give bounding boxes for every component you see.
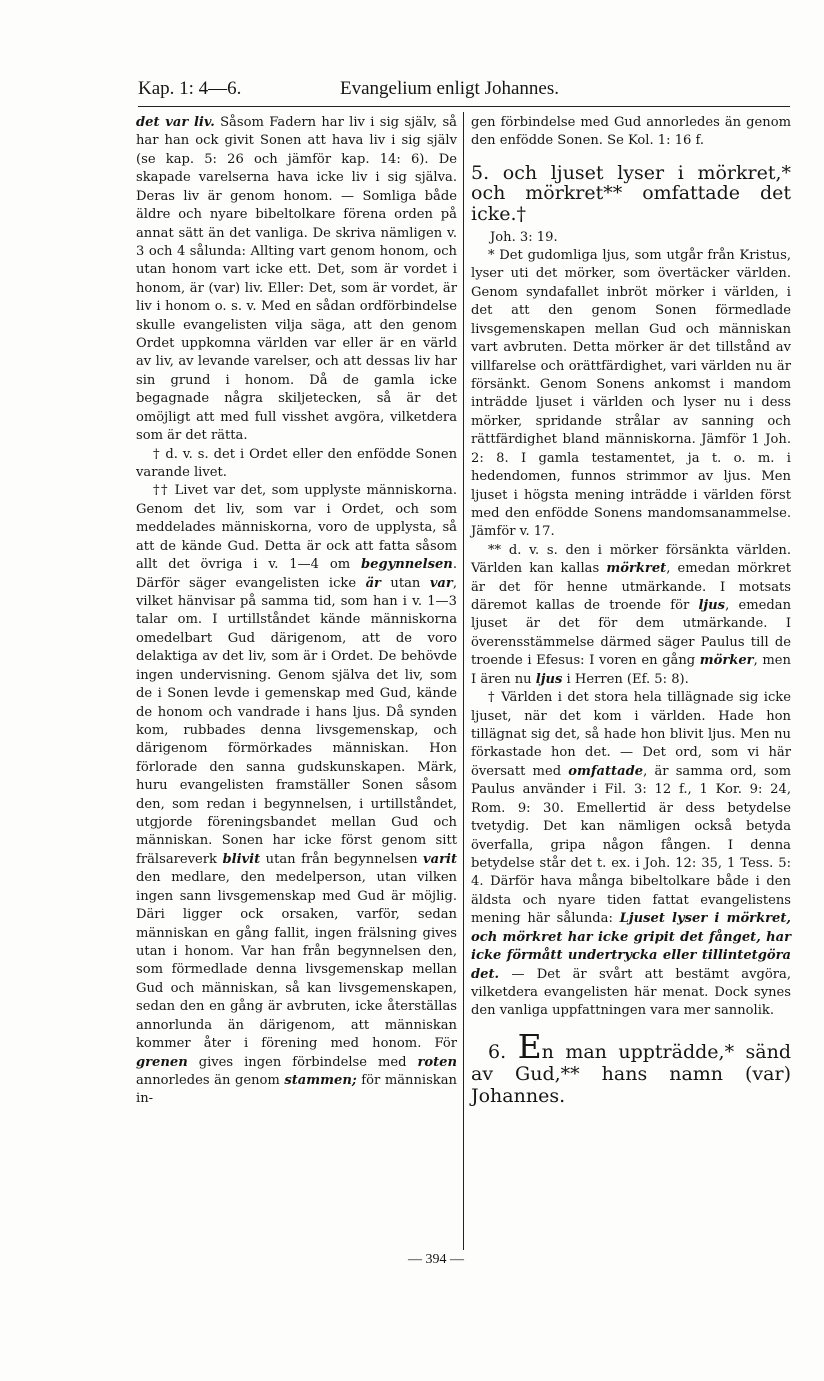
- column-divider: [463, 112, 464, 1250]
- verse-5-reference: Joh. 3: 19.: [490, 229, 558, 245]
- dagger-note: † d. v. s. det i Ordet eller den enfödde Sonen varande livet.: [136, 446, 457, 481]
- book-title: Evangelium enligt Johannes.: [340, 78, 559, 99]
- star-note: * Det gudomliga ljus, som utgår från Kristus, lyser uti det mörker, som övertäcker världen. Genom syndafallet inbröt mörker i världen, i det att den genom Sonen förmedlade livsgemenskapen mellan Gud och människan vart avbruten. Detta mörker är det tillstånd av villfarelse och orättfärdighet, vari världen nu är försänkt. Genom Sonens ankomst i mandom inträdde ljuset i världen och lyser nu i dess mörker, spridande strålar av sanning och rättfärdighet bland människorna. Jämför 1 Joh. 2: 8. I gamla testamentet, ja t. o. m. i hedendomen, funnos strimmor av ljus. Men ljuset i högsta mening inträdde i världen först med den enfödde Sonens mandomsanammelse. Jämför v. 17.: [471, 248, 791, 540]
- page-number: — 394 —: [408, 1252, 464, 1267]
- verse-6: [471, 1026, 791, 1107]
- right-column: [471, 114, 791, 1107]
- verse-5: 5. och ljuset lyser i mörkret,* och mörkret** omfattade det icke.†: [471, 161, 791, 226]
- left-column: [136, 114, 457, 1109]
- verse-6-number: 6.: [488, 1040, 507, 1063]
- verse-6-text: n man uppträdde,* sänd av Gud,** hans namn (var) Johannes.: [471, 1040, 791, 1107]
- chapter-reference: Kap. 1: 4—6.: [138, 78, 242, 99]
- dagger-note-right: † Världen i det stora hela tillägnade sig icke ljuset, när det kom i världen. Hade hon tillägnat sig det, så hade hon blivit ljus. Men nu förkastade hon det. — Det ord, som vi här översatt med omfattade, är samma ord, som Paulus använder i Fil. 3: 12 f., 1 Kor. 9: 24, Rom. 9: 30. Emellertid är dess betydelse tvetydig. Det kan nämligen också betyda överfalla, gripa någon fången. I denna betydelse står det t. ex. i Joh. 12: 35, 1 Tess. 5: 4. Därför hava många bibeltolkare både i den äldsta och nyare tiden fattat evangelistens mening här sålunda: Ljuset lyser i mörkret, och mörkret har icke gripit det fånget, har icke förmått undertrycka eller tillintetgöra det. — Det är svårt att bestämt avgöra, vilketdera evangelisten här menat. Dock synes den vanliga uppfattningen vara mer sannolik.: [471, 690, 791, 1019]
- running-header: [138, 78, 790, 108]
- header-rule: [138, 106, 790, 107]
- double-dagger-note: †† Livet var det, som upplyste människorna. Genom det liv, som var i Ordet, och som meddelades människorna, voro de upplysta, så att de kände Gud. Detta är ock att fatta såsom allt det övriga i v. 1—4 om begynnelsen. Därför säger evangelisten icke är utan var, vilket hänvisar på samma tid, som han i v. 1—3 talar om. I urtillståndet kände människorna omedelbart Gud därigenom, att de voro delaktiga av det liv, som är i Ordet. De behövde ingen undervisning. Genom själva det liv, som de i Sonen levde i gemenskap med Gud, kände de honom och vandrade i hans ljus. Då synden kom, rubbades denna livsgemenskap, och därigenom förmörkades människan. Hon förlorade den sanna gudskunskapen. Märk, huru evangelisten framställer Sonen såsom den, som redan i begynnelsen, i urtillståndet, utgjorde föreningsbandet mellan Gud och människan. Sonen har icke först genom sitt frälsareverk blivit utan från begynnelsen varit den medlare, den medelperson, utan vilken ingen sann livsgemenskap med Gud är möjlig. Däri ligger ock orsaken, varför, sedan människan en gång fallit, ingen frälsning gives utan i honom. Var han från begynnelsen den, som förmedlade denna livsgemenskap mellan Gud och människan, så kan livsgemenskapen, sedan den en gång är avbruten, icke återställas annorlunda än därigenom, att människan kommer åter i förening med honom. För grenen gives ingen förbindelse med roten annorledes än genom stammen; för människan in-: [136, 483, 457, 1107]
- verse-6-initial: E: [517, 1026, 542, 1066]
- double-star-note: ** d. v. s. den i mörker försänkta världen. Världen kan kallas mörkret, emedan mörkret är det för henne utmärkande. I motsats däremot kallas de troende för ljus, emedan ljuset är det för dem utmärkande. I överensstämmelse därmed säger Paulus till de troende i Efesus: I voren en gång mörker, men I ären nu ljus i Herren (Ef. 5: 8).: [471, 542, 792, 687]
- commentary-paragraph: det var liv. Såsom Fadern har liv i sig själv, så har han ock givit Sonen att hava liv i sig själv (se kap. 5: 26 och jämför kap. 14: 6). De skapade varelserna hava icke liv i sig själva. Deras liv är genom honom. — Somliga både äldre och nyare bibeltolkare förena orden på annat sätt än det vanliga. De skriva nämligen v. 3 och 4 sålunda: Allting vart genom honom, och utan honom vart icke ett. Det, som är vordet i honom, är (var) liv. Eller: Det, som är vordet, är liv i honom o. s. v. Med en sådan ordförbindelse skulle evangelisten vilja säga, att den genom Ordet uppkomna världen var eller är en värld av liv, av levande varelser, och att dessas liv har sin grund i honom. Då de gamla icke begagnade några skiljetecken, så är det omöjligt att med full visshet avgöra, vilketdera som är det rätta.: [136, 115, 457, 444]
- continued-commentary: gen förbindelse med Gud annorledes än genom den enfödde Sonen. Se Kol. 1: 16 f.: [471, 115, 791, 149]
